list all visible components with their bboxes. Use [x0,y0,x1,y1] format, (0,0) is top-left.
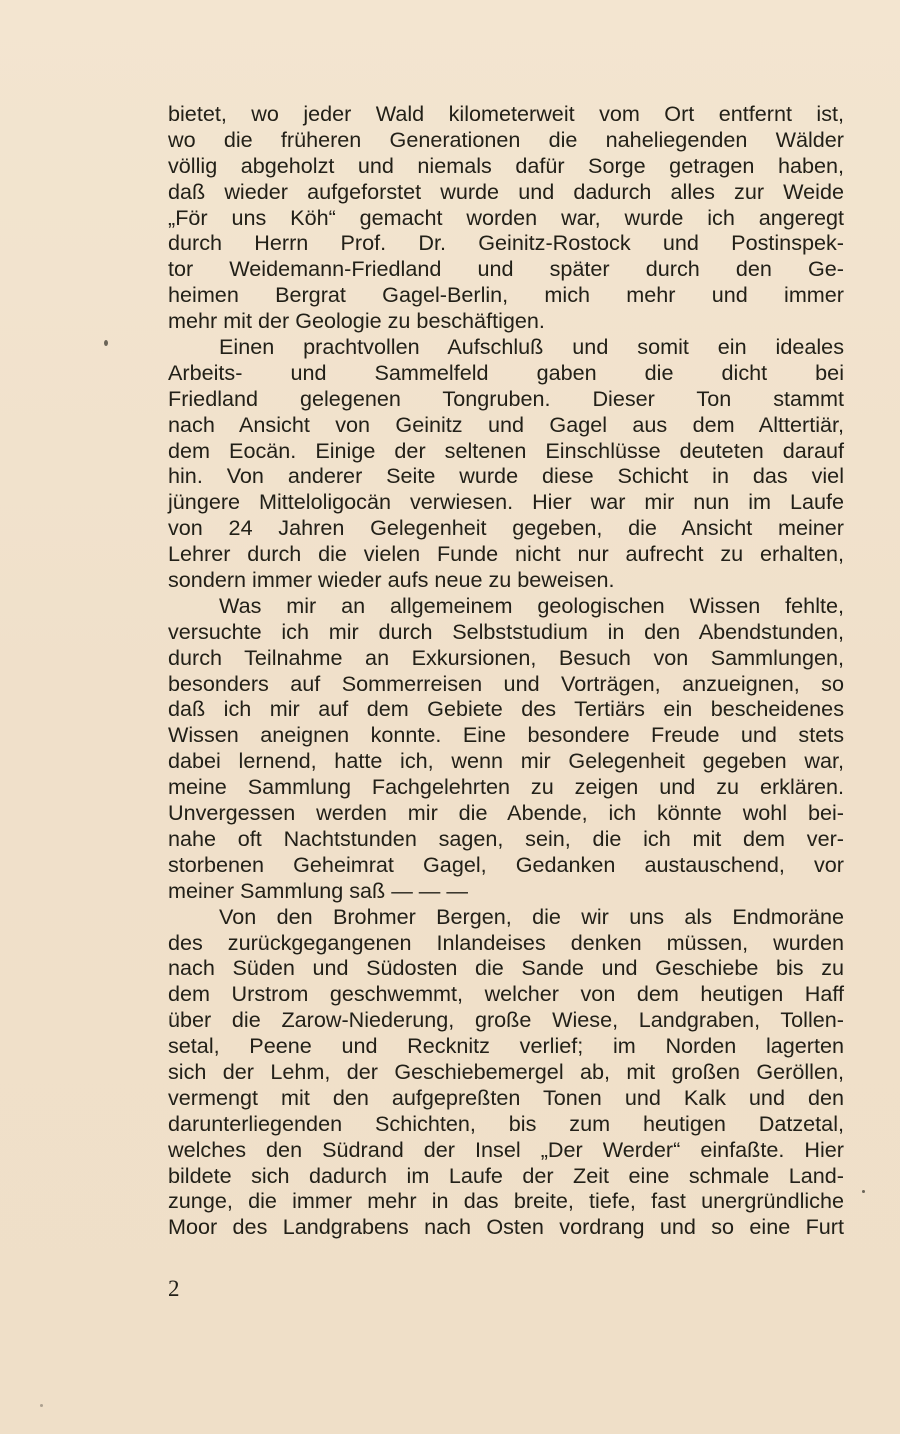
text-line: heimen Bergrat Gagel-Berlin, mich mehr und immer [168,282,844,308]
text-line: nach Ansicht von Geinitz und Gagel aus dem Alttertiär, [168,411,844,437]
text-line: daß wieder aufgeforstet wurde und dadurch alles zur Weide [168,178,844,204]
text-line: setal, Peene und Recknitz verlief; im Norden lagerten [168,1033,844,1059]
text-line: mehr mit der Geologie zu beschäftigen. [168,308,545,334]
text-line: zunge, die immer mehr in das breite, tiefe, fast unergründliche [168,1188,844,1214]
text-line: sich der Lehm, der Geschiebemergel ab, mit großen Geröllen, [168,1058,844,1084]
text-line: sondern immer wieder aufs neue zu beweisen. [168,567,615,593]
text-line: über die Zarow-Niederung, große Wiese, Landgraben, Tollen- [168,1007,844,1033]
text-line: Von den Brohmer Bergen, die wir uns als Endmoräne [219,903,844,929]
text-line: hin. Von anderer Seite wurde diese Schicht in das viel [168,463,844,489]
text-line: Unvergessen werden mir die Abende, ich könnte wohl bei- [168,800,844,826]
text-line: Arbeits- und Sammelfeld gaben die dicht bei [168,359,844,385]
text-line: daß ich mir auf dem Gebiete des Tertiärs ein bescheidenes [168,696,844,722]
paragraph [168,101,844,334]
text-line: nahe oft Nachtstunden sagen, sein, die ich mit dem ver- [168,825,844,851]
text-line: tor Weidemann-Friedland und später durch den Ge- [168,256,844,282]
print-speck [40,1404,43,1407]
print-speck [862,1190,865,1193]
text-line: durch Teilnahme an Exkursionen, Besuch von Sammlungen, [168,644,844,670]
body-text [168,101,844,1240]
text-line: jüngere Mitteloligocän verwiesen. Hier war mir nun im Laufe [168,489,844,515]
text-line: Lehrer durch die vielen Funde nicht nur aufrecht zu erhalten, [168,541,844,567]
text-line: Wissen aneignen konnte. Eine besondere Freude und stets [168,722,844,748]
text-line: völlig abgeholzt und niemals dafür Sorge getragen haben, [168,152,844,178]
text-line: bildete sich dadurch im Laufe der Zeit eine schmale Land- [168,1162,844,1188]
text-line: nach Süden und Südosten die Sande und Geschiebe bis zu [168,955,844,981]
text-line: des zurückgegangenen Inlandeises denken müssen, wurden [168,929,844,955]
text-line: Moor des Landgrabens nach Osten vordrang und so eine Furt [168,1214,844,1240]
text-line: wo die früheren Generationen die naheliegenden Wälder [168,126,844,152]
text-line: vermengt mit den aufgepreßten Tonen und Kalk und den [168,1084,844,1110]
text-line: Friedland gelegenen Tongruben. Dieser Ton stammt [168,385,844,411]
text-line: Was mir an allgemeinem geologischen Wissen fehlte, [219,592,844,618]
page-number: 2 [168,1276,180,1301]
text-line: bietet, wo jeder Wald kilometerweit vom Ort entfernt ist, [168,101,844,126]
print-speck [104,340,108,346]
text-line: von 24 Jahren Gelegenheit gegeben, die Ansicht meiner [168,515,844,541]
text-line: Einen prachtvollen Aufschluß und somit ein ideales [219,334,844,360]
text-line: dabei lernend, hatte ich, wenn mir Gelegenheit gegeben war, [168,748,844,774]
text-line: versuchte ich mir durch Selbststudium in den Abendstunden, [168,618,844,644]
text-line: dem Eocän. Einige der seltenen Einschlüsse deuteten darauf [168,437,844,463]
text-line: meiner Sammlung saß — — — [168,877,468,903]
text-line: besonders auf Sommerreisen und Vorträgen, anzueignen, so [168,670,844,696]
text-line: welches den Südrand der Insel „Der Werder“ einfaßte. Hier [168,1136,844,1162]
paragraph [168,904,844,1241]
text-line: durch Herrn Prof. Dr. Geinitz-Rostock und Postinspek- [168,230,844,256]
text-line: storbenen Geheimrat Gagel, Gedanken austauschend, vor [168,851,844,877]
text-line: darunterliegenden Schichten, bis zum heutigen Datzetal, [168,1110,844,1136]
paragraph [168,334,844,593]
text-line: „För uns Köh“ gemacht worden war, wurde ich angeregt [168,204,844,230]
text-line: meine Sammlung Fachgelehrten zu zeigen und zu erklären. [168,774,844,800]
text-line: dem Urstrom geschwemmt, welcher von dem heutigen Haff [168,981,844,1007]
paragraph [168,593,844,904]
